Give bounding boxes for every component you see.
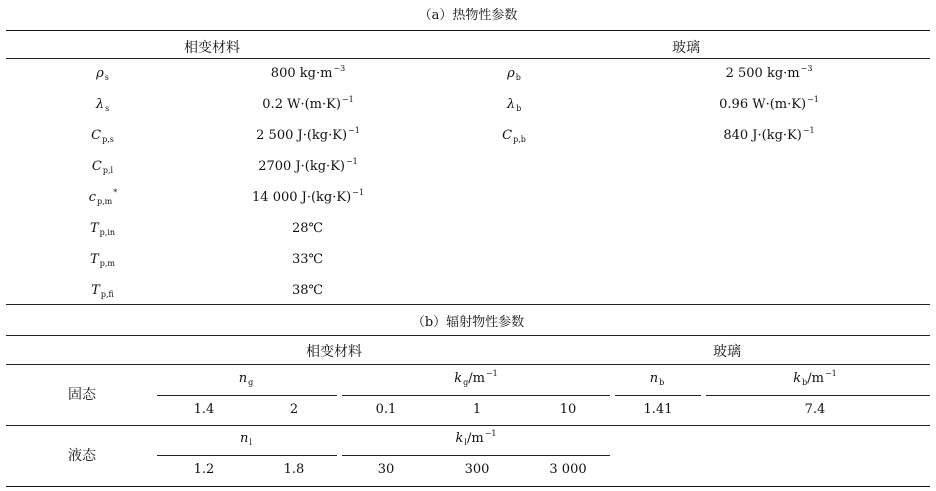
symbol-nl: $n_l$	[240, 431, 252, 447]
rule-sub-kl	[342, 455, 610, 456]
pcm-param-value: 14 000 $J\cdot(kg\cdot K)^{-1}$	[252, 188, 364, 205]
pcm-param-symbol: $c_{p,m}^*$	[88, 188, 118, 206]
pcm-param-symbol: $T_{p,m}$	[90, 252, 115, 268]
pcm-param-symbol: $C_{p,l}$	[91, 159, 114, 175]
value-nl-1: 1.2	[193, 462, 215, 477]
value-kg-3: 10	[559, 402, 577, 417]
pcm-param-symbol: $T_{p,in}$	[89, 221, 116, 237]
header-pcm-a: 相变材料	[184, 40, 240, 56]
pcm-param-value: 33℃	[291, 252, 324, 267]
rule-sub-nl	[157, 455, 337, 456]
glass-param-symbol: $C_{p,b}$	[502, 128, 526, 144]
symbol-kg: $k_g/m^{-1}$	[454, 369, 498, 387]
glass-param-symbol: $\lambda_b$	[506, 97, 522, 113]
pcm-param-symbol: $\rho_s$	[96, 66, 109, 82]
pcm-param-symbol: $C_{p,s}$	[91, 128, 114, 144]
symbol-kl: $k_l/m^{-1}$	[455, 429, 497, 447]
symbol-kb: $k_b/m^{-1}$	[793, 369, 837, 387]
value-kg-1: 0.1	[375, 402, 397, 417]
state-liquid: 液态	[68, 448, 96, 464]
value-kl-2: 300	[464, 462, 490, 477]
pcm-param-value: 800 $kg\cdot m^{-3}$	[270, 64, 346, 81]
rule-mid	[6, 304, 930, 305]
value-kl-1: 30	[377, 462, 395, 477]
value-ng-2: 2	[289, 402, 299, 417]
rule-bottom	[6, 486, 930, 487]
rule-header-b	[6, 364, 930, 365]
caption-b: （b）辐射物性参数	[411, 315, 525, 330]
glass-param-symbol: $\rho_b$	[507, 66, 521, 82]
state-solid: 固态	[68, 387, 96, 403]
pcm-param-value: 38℃	[291, 283, 324, 298]
pcm-param-symbol: $T_{p,fi}$	[91, 283, 114, 299]
header-pcm-b: 相变材料	[306, 344, 362, 360]
glass-param-value: 2 500 $kg\cdot m^{-3}$	[725, 64, 813, 81]
value-kg-2: 1	[472, 402, 482, 417]
glass-param-value: 0.96 $W\cdot(m\cdot K)^{-1}$	[719, 95, 819, 112]
symbol-nb: $n_b$	[649, 371, 665, 387]
glass-param-value: 840 $J\cdot(kg\cdot K)^{-1}$	[723, 126, 815, 143]
rule-solid-liquid	[6, 425, 930, 426]
rule-header-a	[6, 58, 930, 59]
value-nl-2: 1.8	[283, 462, 305, 477]
pcm-param-value: 2 500 $J\cdot(kg\cdot K)^{-1}$	[256, 126, 360, 143]
pcm-param-value: 0.2 $W\cdot(m\cdot K)^{-1}$	[262, 95, 354, 112]
pcm-param-value: 2700 $J\cdot(kg\cdot K)^{-1}$	[258, 157, 358, 174]
pcm-param-symbol: $\lambda_s$	[95, 97, 110, 113]
value-ng-1: 1.4	[193, 402, 215, 417]
rule-top-a	[6, 30, 930, 31]
symbol-ng: $n_g$	[238, 371, 254, 387]
value-nb: 1.41	[643, 402, 673, 417]
rule-sub-kb	[706, 395, 930, 396]
value-kb: 7.4	[804, 402, 826, 417]
pcm-param-value: 28℃	[291, 221, 324, 236]
header-glass-a: 玻璃	[672, 40, 700, 56]
rule-sub-nb	[615, 395, 701, 396]
rule-sub-kg	[342, 395, 610, 396]
rule-sub-ng	[157, 395, 337, 396]
value-kl-3: 3 000	[549, 462, 587, 477]
rule-top-b	[6, 335, 930, 336]
caption-a: （a）热物性参数	[418, 8, 518, 23]
header-glass-b: 玻璃	[713, 344, 741, 360]
